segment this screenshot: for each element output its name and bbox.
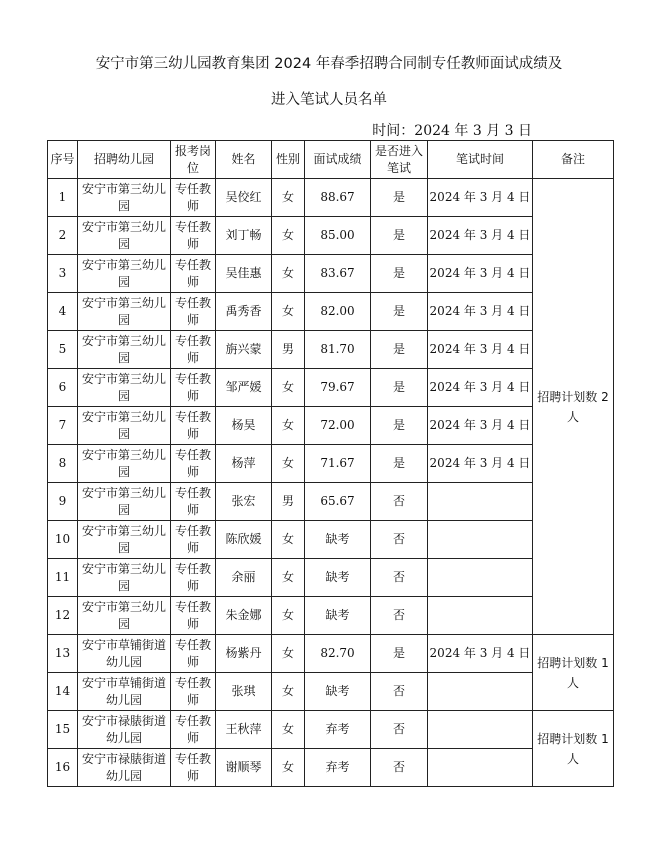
col-header-school: 招聘幼儿园 bbox=[78, 141, 171, 179]
cell-school: 安宁市第三幼儿园 bbox=[78, 445, 171, 483]
cell-score: 88.67 bbox=[305, 179, 371, 217]
cell-sex: 女 bbox=[272, 217, 305, 255]
cell-sex: 女 bbox=[272, 521, 305, 559]
cell-remark: 招聘计划数 1 人 bbox=[533, 711, 614, 787]
cell-name: 杨紫丹 bbox=[216, 635, 272, 673]
cell-pass: 是 bbox=[371, 369, 428, 407]
col-header-remark: 备注 bbox=[533, 141, 614, 179]
cell-score: 弃考 bbox=[305, 749, 371, 787]
table-row bbox=[48, 255, 614, 293]
cell-no: 8 bbox=[48, 445, 78, 483]
cell-sex: 女 bbox=[272, 179, 305, 217]
cell-no: 14 bbox=[48, 673, 78, 711]
cell-pass: 否 bbox=[371, 711, 428, 749]
cell-sex: 女 bbox=[272, 749, 305, 787]
cell-no: 16 bbox=[48, 749, 78, 787]
cell-school: 安宁市草铺街道幼儿园 bbox=[78, 635, 171, 673]
cell-sex: 女 bbox=[272, 673, 305, 711]
table-row bbox=[48, 293, 614, 331]
cell-exam: 2024 年 3 月 4 日 bbox=[428, 331, 533, 369]
cell-pass: 是 bbox=[371, 217, 428, 255]
cell-score: 缺考 bbox=[305, 673, 371, 711]
cell-school: 安宁市第三幼儿园 bbox=[78, 179, 171, 217]
cell-score: 缺考 bbox=[305, 597, 371, 635]
cell-school: 安宁市禄脿街道幼儿园 bbox=[78, 749, 171, 787]
cell-post: 专任教师 bbox=[171, 597, 216, 635]
cell-exam bbox=[428, 749, 533, 787]
cell-score: 缺考 bbox=[305, 559, 371, 597]
table-body bbox=[48, 179, 614, 787]
cell-post: 专任教师 bbox=[171, 331, 216, 369]
col-header-pass: 是否进入笔试 bbox=[371, 141, 428, 179]
cell-pass: 否 bbox=[371, 559, 428, 597]
col-header-name: 姓名 bbox=[216, 141, 272, 179]
cell-pass: 否 bbox=[371, 597, 428, 635]
cell-name: 吴佼红 bbox=[216, 179, 272, 217]
cell-school: 安宁市第三幼儿园 bbox=[78, 407, 171, 445]
cell-pass: 是 bbox=[371, 331, 428, 369]
cell-pass: 是 bbox=[371, 293, 428, 331]
cell-sex: 男 bbox=[272, 483, 305, 521]
cell-post: 专任教师 bbox=[171, 255, 216, 293]
table-row bbox=[48, 483, 614, 521]
document-title-line2: 进入笔试人员名单 bbox=[271, 92, 387, 108]
cell-score: 82.70 bbox=[305, 635, 371, 673]
cell-school: 安宁市第三幼儿园 bbox=[78, 369, 171, 407]
col-header-post: 报考岗位 bbox=[171, 141, 216, 179]
cell-name: 陈欣媛 bbox=[216, 521, 272, 559]
cell-exam: 2024 年 3 月 4 日 bbox=[428, 179, 533, 217]
cell-post: 专任教师 bbox=[171, 369, 216, 407]
cell-exam bbox=[428, 673, 533, 711]
col-header-exam: 笔试时间 bbox=[428, 141, 533, 179]
cell-school: 安宁市第三幼儿园 bbox=[78, 597, 171, 635]
table-row bbox=[48, 597, 614, 635]
cell-name: 刘丁畅 bbox=[216, 217, 272, 255]
cell-name: 谢顺琴 bbox=[216, 749, 272, 787]
cell-post: 专任教师 bbox=[171, 559, 216, 597]
cell-exam bbox=[428, 711, 533, 749]
cell-sex: 女 bbox=[272, 369, 305, 407]
table-row bbox=[48, 179, 614, 217]
table-row bbox=[48, 711, 614, 749]
cell-school: 安宁市第三幼儿园 bbox=[78, 483, 171, 521]
cell-no: 3 bbox=[48, 255, 78, 293]
cell-exam: 2024 年 3 月 4 日 bbox=[428, 217, 533, 255]
cell-school: 安宁市禄脿街道幼儿园 bbox=[78, 711, 171, 749]
cell-exam: 2024 年 3 月 4 日 bbox=[428, 635, 533, 673]
cell-exam: 2024 年 3 月 4 日 bbox=[428, 407, 533, 445]
cell-exam: 2024 年 3 月 4 日 bbox=[428, 293, 533, 331]
cell-pass: 是 bbox=[371, 445, 428, 483]
cell-pass: 否 bbox=[371, 483, 428, 521]
cell-exam bbox=[428, 559, 533, 597]
cell-pass: 是 bbox=[371, 407, 428, 445]
cell-sex: 女 bbox=[272, 711, 305, 749]
cell-school: 安宁市第三幼儿园 bbox=[78, 331, 171, 369]
cell-score: 85.00 bbox=[305, 217, 371, 255]
cell-name: 杨萍 bbox=[216, 445, 272, 483]
table-row bbox=[48, 217, 614, 255]
cell-post: 专任教师 bbox=[171, 179, 216, 217]
cell-no: 7 bbox=[48, 407, 78, 445]
cell-name: 张琪 bbox=[216, 673, 272, 711]
cell-score: 79.67 bbox=[305, 369, 371, 407]
table-row bbox=[48, 445, 614, 483]
cell-score: 83.67 bbox=[305, 255, 371, 293]
cell-no: 1 bbox=[48, 179, 78, 217]
table-row bbox=[48, 635, 614, 673]
cell-score: 71.67 bbox=[305, 445, 371, 483]
cell-score: 81.70 bbox=[305, 331, 371, 369]
cell-name: 张宏 bbox=[216, 483, 272, 521]
cell-sex: 女 bbox=[272, 445, 305, 483]
cell-post: 专任教师 bbox=[171, 293, 216, 331]
cell-school: 安宁市草铺街道幼儿园 bbox=[78, 673, 171, 711]
cell-name: 朱金娜 bbox=[216, 597, 272, 635]
cell-score: 82.00 bbox=[305, 293, 371, 331]
cell-pass: 否 bbox=[371, 521, 428, 559]
cell-pass: 否 bbox=[371, 749, 428, 787]
cell-school: 安宁市第三幼儿园 bbox=[78, 217, 171, 255]
table-row bbox=[48, 559, 614, 597]
cell-no: 10 bbox=[48, 521, 78, 559]
col-header-score: 面试成绩 bbox=[305, 141, 371, 179]
document-date: 时间：2024 年 3 月 3 日 bbox=[372, 123, 532, 139]
header-row bbox=[48, 141, 614, 179]
cell-sex: 女 bbox=[272, 407, 305, 445]
cell-no: 5 bbox=[48, 331, 78, 369]
cell-score: 65.67 bbox=[305, 483, 371, 521]
table-row bbox=[48, 407, 614, 445]
cell-name: 旃兴蒙 bbox=[216, 331, 272, 369]
cell-no: 9 bbox=[48, 483, 78, 521]
table-row bbox=[48, 673, 614, 711]
cell-name: 余丽 bbox=[216, 559, 272, 597]
cell-post: 专任教师 bbox=[171, 673, 216, 711]
table-row bbox=[48, 369, 614, 407]
cell-post: 专任教师 bbox=[171, 407, 216, 445]
col-header-sex: 性别 bbox=[272, 141, 305, 179]
table-row bbox=[48, 521, 614, 559]
cell-sex: 女 bbox=[272, 293, 305, 331]
cell-pass: 是 bbox=[371, 255, 428, 293]
cell-sex: 女 bbox=[272, 597, 305, 635]
table-row bbox=[48, 749, 614, 787]
cell-name: 禹秀香 bbox=[216, 293, 272, 331]
cell-no: 13 bbox=[48, 635, 78, 673]
cell-sex: 女 bbox=[272, 255, 305, 293]
cell-score: 缺考 bbox=[305, 521, 371, 559]
cell-pass: 是 bbox=[371, 635, 428, 673]
cell-no: 6 bbox=[48, 369, 78, 407]
cell-post: 专任教师 bbox=[171, 483, 216, 521]
cell-exam bbox=[428, 483, 533, 521]
cell-name: 邹严媛 bbox=[216, 369, 272, 407]
cell-sex: 女 bbox=[272, 559, 305, 597]
cell-no: 11 bbox=[48, 559, 78, 597]
cell-post: 专任教师 bbox=[171, 749, 216, 787]
cell-school: 安宁市第三幼儿园 bbox=[78, 293, 171, 331]
col-header-no: 序号 bbox=[48, 141, 78, 179]
cell-remark: 招聘计划数 2 人 bbox=[533, 179, 614, 635]
cell-school: 安宁市第三幼儿园 bbox=[78, 521, 171, 559]
cell-no: 12 bbox=[48, 597, 78, 635]
cell-name: 杨昊 bbox=[216, 407, 272, 445]
cell-school: 安宁市第三幼儿园 bbox=[78, 559, 171, 597]
cell-exam: 2024 年 3 月 4 日 bbox=[428, 369, 533, 407]
cell-score: 弃考 bbox=[305, 711, 371, 749]
cell-exam: 2024 年 3 月 4 日 bbox=[428, 445, 533, 483]
cell-post: 专任教师 bbox=[171, 711, 216, 749]
document-title-line1: 安宁市第三幼儿园教育集团 2024 年春季招聘合同制专任教师面试成绩及 bbox=[95, 56, 563, 72]
cell-exam bbox=[428, 597, 533, 635]
cell-sex: 男 bbox=[272, 331, 305, 369]
cell-post: 专任教师 bbox=[171, 521, 216, 559]
cell-name: 吴佳惠 bbox=[216, 255, 272, 293]
cell-no: 2 bbox=[48, 217, 78, 255]
cell-name: 王秋萍 bbox=[216, 711, 272, 749]
cell-post: 专任教师 bbox=[171, 445, 216, 483]
cell-school: 安宁市第三幼儿园 bbox=[78, 255, 171, 293]
cell-pass: 是 bbox=[371, 179, 428, 217]
cell-pass: 否 bbox=[371, 673, 428, 711]
cell-score: 72.00 bbox=[305, 407, 371, 445]
cell-post: 专任教师 bbox=[171, 635, 216, 673]
cell-remark: 招聘计划数 1 人 bbox=[533, 635, 614, 711]
cell-post: 专任教师 bbox=[171, 217, 216, 255]
table-row bbox=[48, 331, 614, 369]
results-table bbox=[47, 140, 614, 787]
cell-exam bbox=[428, 521, 533, 559]
cell-no: 4 bbox=[48, 293, 78, 331]
cell-sex: 女 bbox=[272, 635, 305, 673]
cell-no: 15 bbox=[48, 711, 78, 749]
cell-exam: 2024 年 3 月 4 日 bbox=[428, 255, 533, 293]
